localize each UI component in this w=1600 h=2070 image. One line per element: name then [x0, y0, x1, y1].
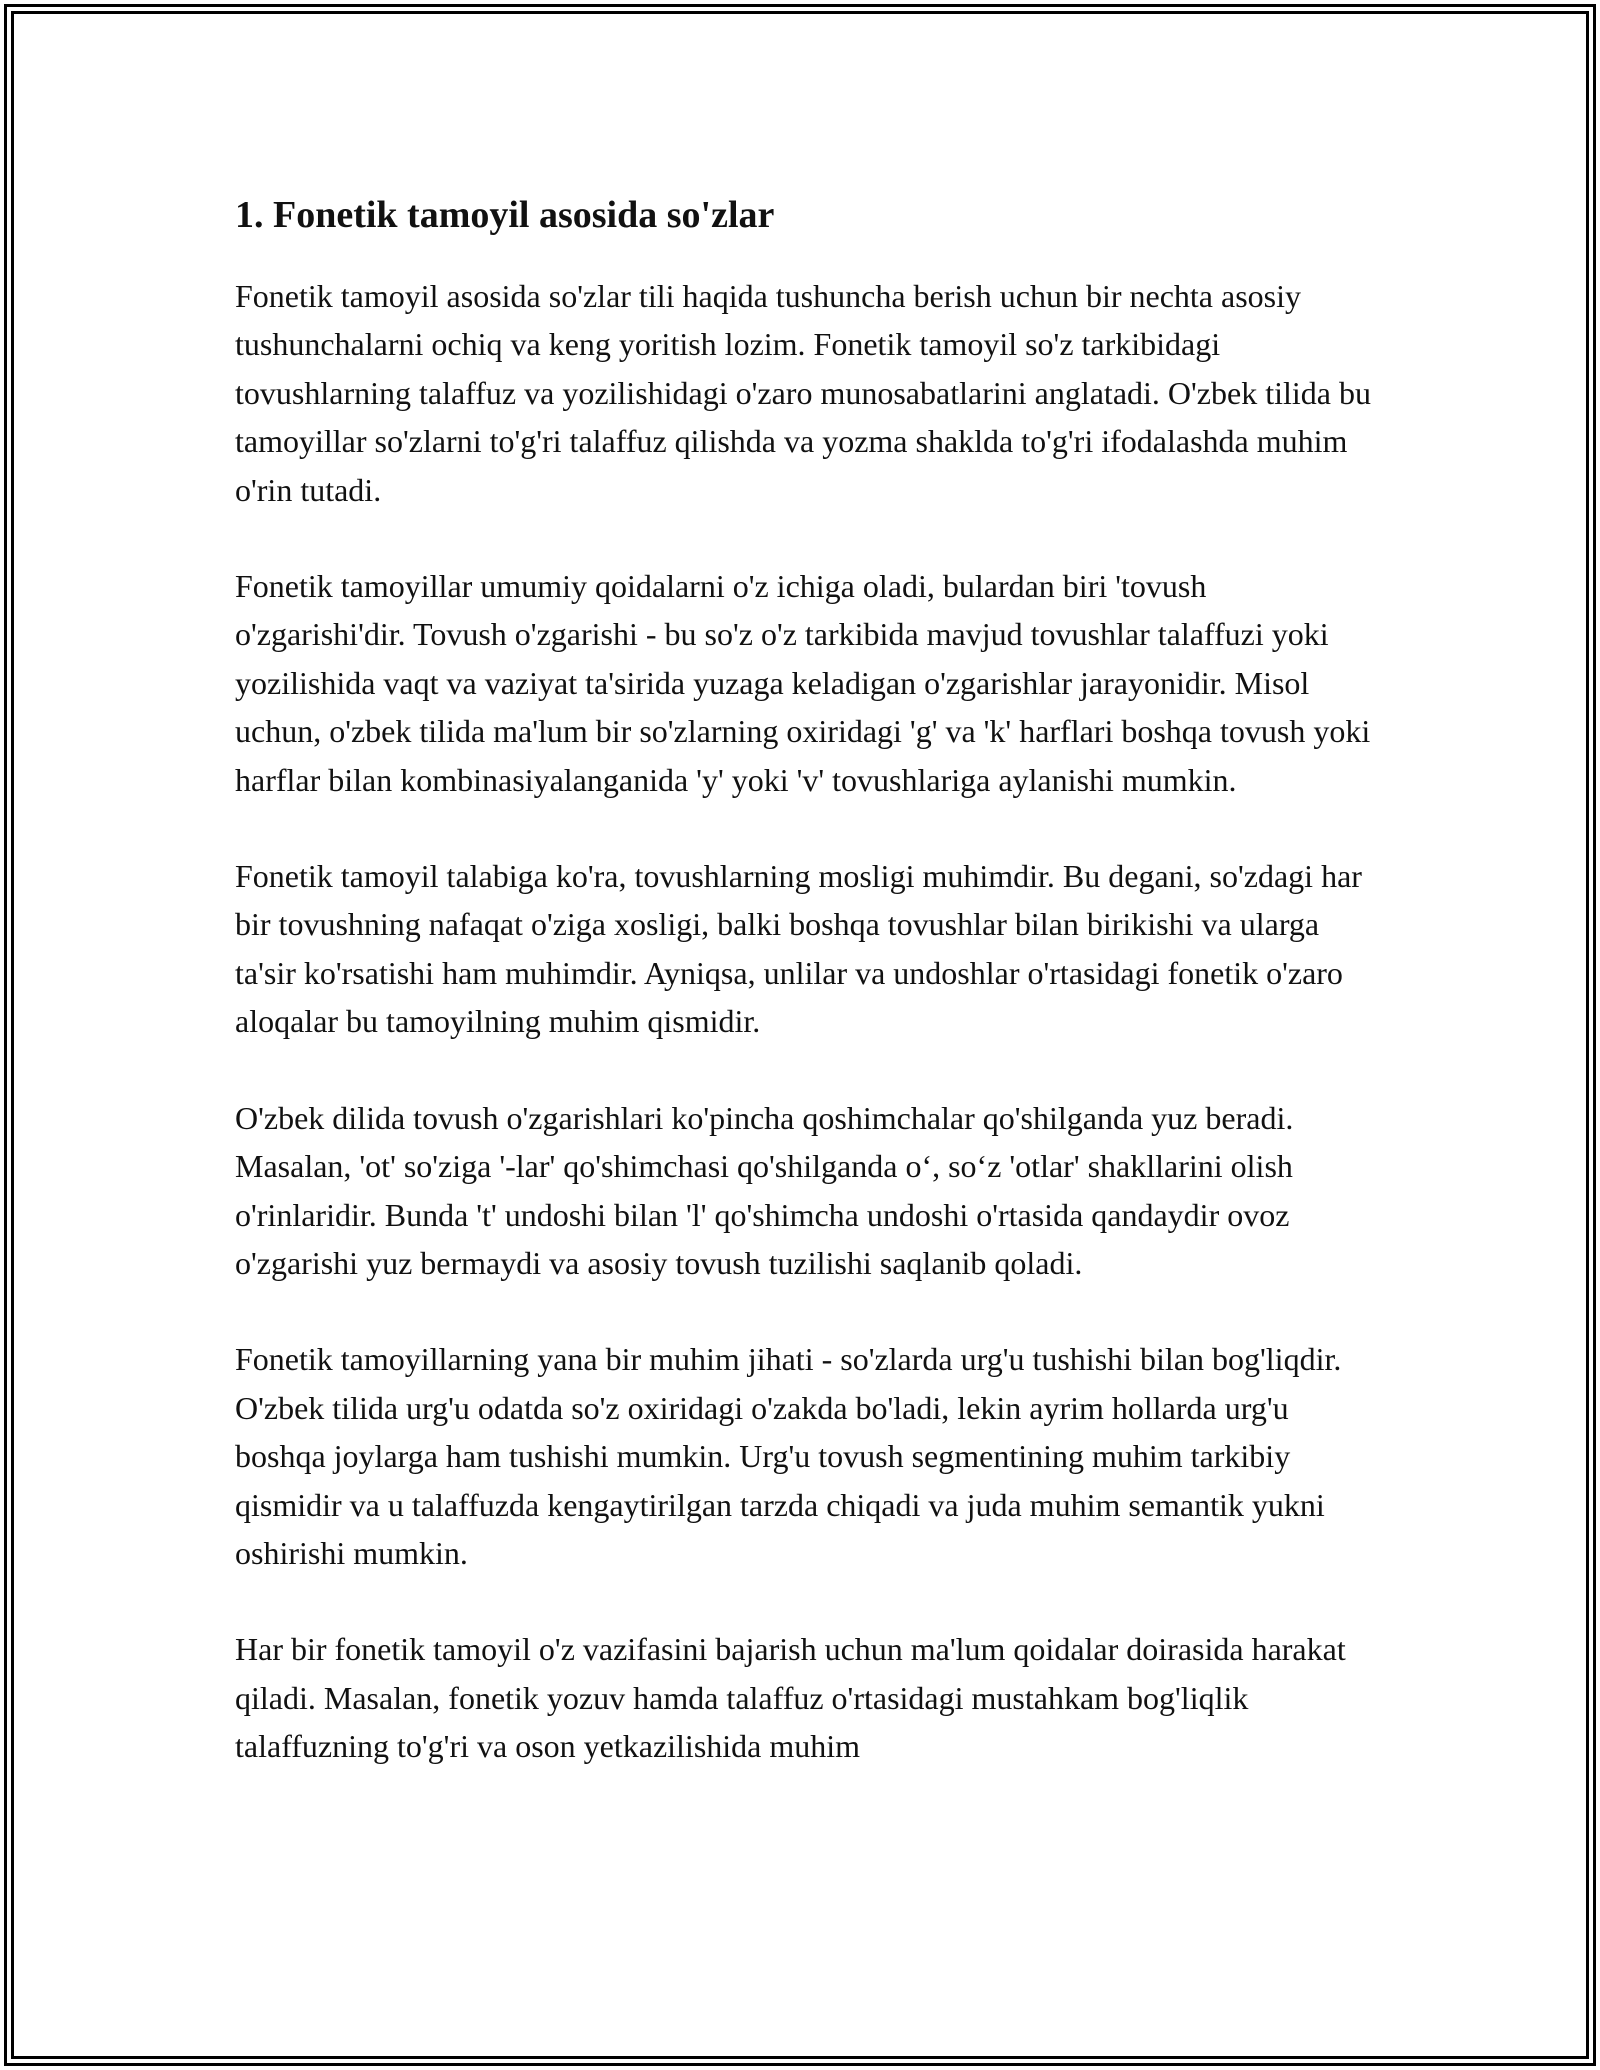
paragraph-4: O'zbek dilida tovush o'zgarishlari ko'pincha qoshimchalar qo'shilganda yuz beradi. Masalan, 'ot' so'ziga '-lar' qo'shimchasi qo'shilganda o‘, so‘z 'otlar' shakllarini olish o'rinlaridir. Bunda 't' undoshi bilan 'l' qo'shimcha undoshi o'rtasida qandaydir ovoz o'zgarishi yuz bermaydi va asosiy tovush tuzilishi saqlanib qoladi. [235, 1099, 1294, 1281]
paragraph-3: Fonetik tamoyil talabiga ko'ra, tovushlarning mosligi muhimdir. Bu degani, so'zdagi har bir tovushning nafaqat o'ziga xosligi, balki boshqa tovushlar bilan birikishi va ularga ta'sir ko'rsatishi ham muhimdir. Ayniqsa, unlilar va undoshlar o'rtasidagi fonetik o'zaro aloqalar bu tamoyilning muhim qismidir. [235, 858, 1362, 1040]
paragraph-2: Fonetik tamoyillar umumiy qoidalarni o'z ichiga oladi, bulardan biri 'tovush o'zgarishi'dir. Tovush o'zgarishi - bu so'z o'z tarkibida mavjud tovushlar talaffuzi yoki yozilishida vaqt va vaziyat ta'sirida yuzaga keladigan o'zgarishlar jarayonidir. Misol uchun, o'zbek tilida ma'lum bir so'zlarning oxiridagi 'g' va 'k' harflari boshqa tovush yoki harflar bilan kombinasiyalanganida 'y' yoki 'v' tovushlariga aylanishi mumkin. [235, 568, 1371, 798]
paragraph-1: Fonetik tamoyil asosida so'zlar tili haqida tushuncha berish uchun bir nechta asosiy tushunchalarni ochiq va keng yoritish lozim. Fonetik tamoyil so'z tarkibidagi tovushlarning talaffuz va yozilishidagi o'zaro munosabatlarini anglatadi. O'zbek tilida bu tamoyillar so'zlarni to'g'ri talaffuz qilishda va yozma shaklda to'g'ri ifodalashda muhim o'rin tutadi. [235, 278, 1371, 508]
paragraph-6: Har bir fonetik tamoyil o'z vazifasini bajarish uchun ma'lum qoidalar doirasida harakat qiladi. Masalan, fonetik yozuv hamda talaffuz o'rtasidagi mustahkam bog'liqlik talaffuzning to'g'ri va oson yetkazilishida muhim [235, 1631, 1346, 1765]
section-heading: 1. Fonetik tamoyil asosida so'zlar [235, 194, 775, 236]
document-body [235, 185, 1375, 1819]
paragraph-5: Fonetik tamoyillarning yana bir muhim jihati - so'zlarda urg'u tushishi bilan bog'liqdir. O'zbek tilida urg'u odatda so'z oxiridagi o'zakda bo'ladi, lekin ayrim hollarda urg'u boshqa joylarga ham tushishi mumkin. Urg'u tovush segmentining muhim tarkibiy qismidir va u talaffuzda kengaytirilgan tarzda chiqadi va juda muhim semantik yukni oshirishi mumkin. [235, 1341, 1342, 1571]
